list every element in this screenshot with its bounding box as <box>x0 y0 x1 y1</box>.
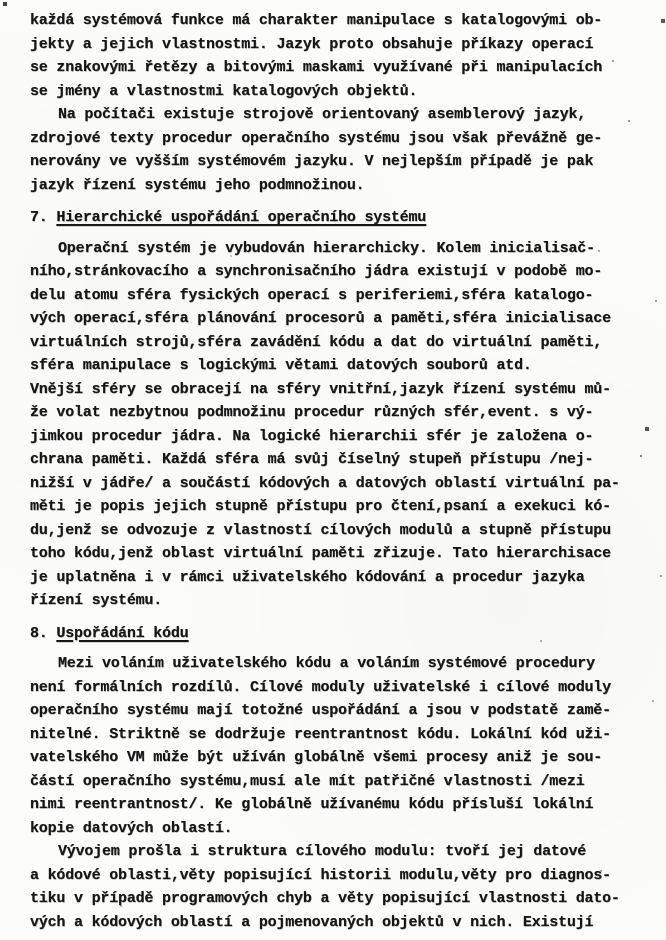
text-line: jekty a jejich vlastnostmi. Jazyk proto obsahuje příkazy operací <box>30 35 594 53</box>
text-line: nimi reentrantnost/. Ke globálně užívanému kódu přísluší lokální <box>30 796 594 813</box>
text-line: Vnější sféry se obracejí na sféry vnitřní,jazyk řízení systému mů- <box>30 380 611 398</box>
text-line: vých operací,sféra plánování procesorů a paměti,sféra inicialisace <box>30 310 611 327</box>
text-line: Vývojem prošla i struktura cílového modulu: tvoří jej datové <box>58 843 587 860</box>
text-line: a kódové oblasti,věty popisující historii modulu,věty pro diagnos- <box>30 866 611 884</box>
text-line: není formálních rozdílů. Cílové moduly uživatelské i cílové moduly <box>30 678 611 696</box>
text-line: každá systémová funkce má charakter manipulace s katalogovými ob- <box>30 12 603 29</box>
text-line: se jmény a vlastnostmi katalogových objektů. <box>30 82 418 100</box>
text-line: jimkou procedur jádra. Na logické hierarchii sfér je založena o- <box>30 427 594 445</box>
text-line: toho kódu,jenž oblast virtuální paměti zřizuje. Tato hierarchisace <box>30 545 611 562</box>
document-body <box>30 9 646 934</box>
text-line: nižší v jádře/ a součástí kódových a datových oblastí virtuální pa- <box>30 474 620 492</box>
text-line: nitelné. Striktně se dodržuje reentrantnost kódu. Lokální kód uži- <box>30 725 611 743</box>
text-line: zdrojové texty procedur operačního systému jsou však převážně ge- <box>30 129 603 147</box>
paragraph <box>30 237 646 613</box>
text-line: tiku v případě programových chyb a věty popisující vlastnosti dato- <box>30 890 620 907</box>
text-line: Na počítači existuje strojově orientovaný asemblerový jazyk, <box>58 106 587 123</box>
text-line: částí operačního systému,musí ale mít patřičné vlastnosti /mezi <box>30 772 585 790</box>
text-line: řízení systému. <box>30 592 163 609</box>
text-line: operačního systému mají totožné uspořádání a jsou v podstatě zamě- <box>30 702 611 719</box>
text-line: jazyk řízení systému jeho podmnožinou. <box>30 176 365 194</box>
text-line: je uplatněna i v rámci uživatelského kódování a procedur jazyka <box>30 568 585 586</box>
text-line: virtuálních strojů,sféra zavádění kódu a dat do virtuální paměti, <box>30 333 603 351</box>
text-line: měti je popis jejich stupně přístupu pro čtení,psaní a exekuci kó- <box>30 498 611 515</box>
text-line: chrana paměti. Každá sféra má svůj číselný stupeň přístupu /nej- <box>30 451 594 468</box>
section-number: 8. <box>30 624 48 642</box>
text-line: Mezi voláním uživatelského kódu a voláním systémové procedury <box>58 655 595 672</box>
text-line: vých a kódových oblastí a pojmenovaných objektů v nich. Existují <box>30 913 594 931</box>
text-line: kopie datových oblastí. <box>30 819 233 837</box>
text-line: nerovány ve vyšším systémovém jazyku. V nejlepším případě je pak <box>30 153 594 170</box>
text-line: delu atomu sféra fysických operací s periferiemi,sféra katalogo- <box>30 286 594 304</box>
text-line: sféra manipulace s logickými větami datových souborů atd. <box>30 357 532 374</box>
section-title: Uspořádání kódu <box>56 624 189 642</box>
paragraph <box>30 840 646 934</box>
scan-noise-specks <box>0 0 2 2</box>
text-line: du,jenž se odvozuje z vlastností cílových modulů a stupně přístupu <box>30 521 611 539</box>
section-heading <box>30 206 646 230</box>
section-title: Hierarchické uspořádání operačního systému <box>56 209 427 226</box>
text-line: ního,stránkovacího a synchronisačního jádra existují v podobě mo- <box>30 263 603 280</box>
paragraph <box>30 103 646 197</box>
text-line: že volat nezbytnou podmnožinu procedur různých sfér,event. s vý- <box>30 404 594 421</box>
section-number: 7. <box>30 209 48 226</box>
section-heading <box>30 622 646 646</box>
paragraph <box>30 652 646 840</box>
text-line: vatelského VM může být užíván globálně všemi procesy aniž je sou- <box>30 749 603 766</box>
paragraph <box>30 9 646 103</box>
text-line: Operační systém je vybudován hierarchicky. Kolem inicialisač- <box>58 239 595 257</box>
text-line: se znakovými řetězy a bitovými maskami využívané při manipulacích <box>30 59 603 76</box>
